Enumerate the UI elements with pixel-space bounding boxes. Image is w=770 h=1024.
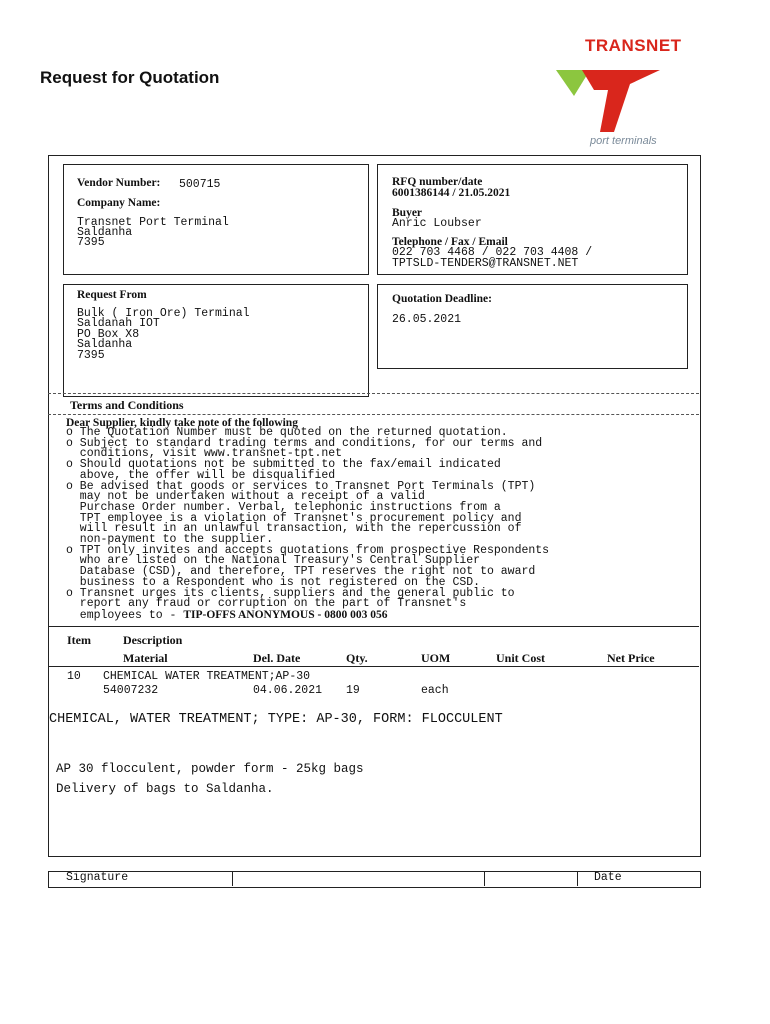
vendor-number: 500715	[179, 178, 221, 191]
col-qty: Qty.	[346, 651, 368, 665]
request-address-line: Bulk ( Iron Ore) Terminal	[77, 307, 250, 320]
request-from-box	[63, 284, 369, 397]
terms-heading: Terms and Conditions	[70, 398, 184, 412]
buyer-name: Anric Loubser	[392, 217, 482, 230]
divider	[577, 871, 578, 886]
item-note: Delivery of bags to Saldanha.	[56, 782, 274, 796]
tipoffs-hotline: TIP-OFFS ANONYMOUS - 0800 003 056	[183, 608, 388, 621]
contact-email: TPTSLD-TENDERS@TRANSNET.NET	[392, 257, 579, 270]
company-name-label: Company Name:	[77, 197, 161, 209]
deadline-label: Quotation Deadline:	[392, 293, 492, 305]
logo-subtitle: port terminals	[590, 135, 657, 147]
buyer-label: Buyer	[392, 207, 423, 219]
page-title: Request for Quotation	[40, 68, 220, 87]
transnet-logo-text: TRANSNET	[585, 36, 682, 55]
divider	[48, 666, 699, 667]
contact-phone-fax: 022 703 4468 / 022 703 4408 /	[392, 246, 593, 259]
vendor-address-line: Saldanha	[77, 226, 133, 239]
divider	[48, 626, 699, 627]
long-description: CHEMICAL, WATER TREATMENT; TYPE: AP-30, FORM: FLOCCULENT	[49, 712, 503, 727]
transnet-logo-icon	[552, 66, 672, 136]
terms-text: o The Quotation Number must be quoted on the returned quotation. o Subject to standard trading terms and conditions, for our terms and conditions, visit www.transnet-tpt.net o Should quotations not be submitted to the fax/email indicated above, the offer will be disqualified o Be advised that goods or services to Transnet Port Terminals (TPT) may not be undertaken without a receipt of a valid Purchase Order number. Verbal, telephonic instructions from a TPT employee is a violation of Transnet's procurement policy and will result in an unlawful transaction, with the repercussion of non-payment to the supplier. o TPT only invites and accepts quotations from prospective Respondents who are listed on the National Treasury's Central Supplier Database (CSD), and therefore, TPT reserves the right not to award business to a Respondent who is not registered on the CSD. o Transnet urges its clients, suppliers and the general public to report any fraud or corruption on the part of Transnet's employees to -	[66, 426, 550, 622]
col-uom: UOM	[421, 651, 451, 665]
rfq-label: RFQ number/date	[392, 176, 483, 188]
divider	[484, 871, 485, 886]
row-qty: 19	[346, 684, 360, 697]
divider	[48, 393, 699, 394]
row-material: 54007232	[103, 684, 159, 697]
request-from-label: Request From	[77, 289, 147, 301]
request-address-line: Saldanha	[77, 338, 133, 351]
request-address-line: PO Box X8	[77, 328, 140, 341]
col-item: Item	[67, 633, 91, 647]
vendor-number-label: Vendor Number:	[77, 177, 161, 189]
divider	[232, 871, 233, 886]
col-material: Material	[123, 651, 168, 665]
row-item: 10	[67, 670, 81, 683]
col-net-price: Net Price	[607, 651, 655, 665]
request-address-line: 7395	[77, 349, 105, 362]
item-note: AP 30 flocculent, powder form - 25kg bags	[56, 762, 364, 776]
row-uom: each	[421, 684, 449, 697]
deadline-value: 26.05.2021	[392, 313, 462, 326]
deadline-box	[377, 284, 688, 369]
vendor-box	[63, 164, 369, 275]
vendor-address-line: 7395	[77, 236, 105, 249]
col-description: Description	[123, 633, 183, 647]
date-label: Date	[594, 871, 622, 884]
rfq-value: 6001386144 / 21.05.2021	[392, 187, 511, 199]
col-del-date: Del. Date	[253, 651, 301, 665]
contact-label: Telephone / Fax / Email	[392, 236, 508, 248]
divider	[48, 414, 699, 415]
rfq-box	[377, 164, 688, 275]
row-description: CHEMICAL WATER TREATMENT;AP-30	[103, 670, 311, 683]
vendor-address-line: Transnet Port Terminal	[77, 216, 229, 229]
terms-intro: Dear Supplier, kindly take note of the following	[66, 417, 298, 429]
terms-body	[66, 428, 549, 622]
request-address-line: Saldanah IOT	[77, 317, 160, 330]
signature-label: Signature	[66, 871, 129, 884]
row-del-date: 04.06.2021	[253, 684, 323, 697]
col-unit-cost: Unit Cost	[496, 651, 546, 665]
